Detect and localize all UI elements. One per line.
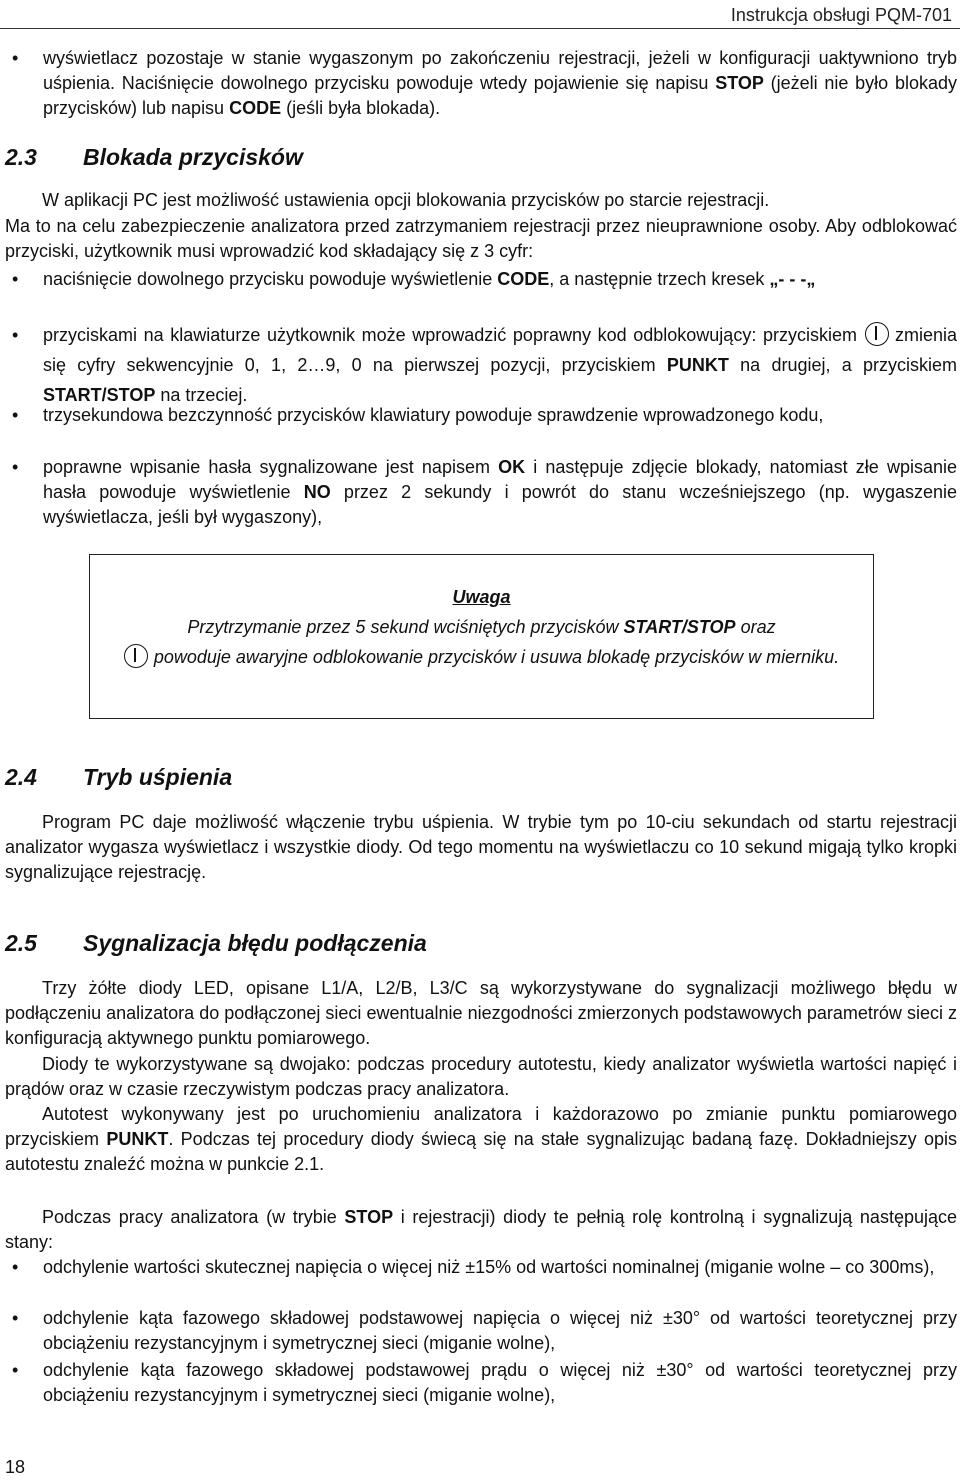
power-button-icon [124,644,148,668]
note-title: Uwaga [452,587,511,607]
paragraph: Program PC daje możliwość włączenie trybu uśpienia. W trybie tym po 10-ciu sekundach od startu rejestracji analizator wygasza wyświetlacz i wszystkie diody. Od tego momentu na wyświetlaczu co 10 sekund migają tylko kropki sygnalizujące rejestrację. [5,812,957,882]
list-item: • odchylenie kąta fazowego składowej podstawowej napięcia o więcej niż ±30° od wartości teoretycznej przy obciążeniu rezystancyjnym i symetrycznej sieci (miganie wolne), [12,1308,957,1353]
bullet-icon: • [12,269,19,289]
paragraph: Ma to na celu zabezpieczenie analizatora przed zatrzymaniem rejestracji przez nieuprawnione osoby. Aby odblokować przyciski, użytkownik musi wprowadzić kod składający się z 3 cyfr: [5,216,957,261]
power-button-icon [865,322,889,346]
list-item: • odchylenie wartości skutecznej napięcia o więcej niż ±15% od wartości nominalnej (miganie wolne – co 300ms), [5,1255,957,1280]
page-number: 18 [5,1457,26,1477]
bullet-icon: • [12,325,19,345]
paragraph: Diody te wykorzystywane są dwojako: podczas procedury autotestu, kiedy analizator wyświetla wartości napięć i prądów oraz w czasie rzeczywistym podczas pracy analizatora. [5,1054,957,1099]
section-heading: 2.4 Tryb uśpienia [5,764,233,790]
section-heading: 2.5 Sygnalizacja błędu podłączenia [5,930,427,956]
paragraph: Podczas pracy analizatora (w trybie STOP i rejestracji) diody te pełnią rolę kontrolną i sygnalizują następujące stany: [5,1207,957,1252]
running-header: Instrukcja obsługi PQM-701 [730,5,952,25]
paragraph: Autotest wykonywany jest po uruchomieniu analizatora i każdorazowo po zmianie punktu pomiarowego przyciskiem PUNKT. Podczas tej procedury diody świecą się na stałe sygnalizując badaną fazę. Dokładniejszy opis autotestu znaleźć można w punkcie 2.1. [5,1104,957,1174]
list-item: • trzysekundowa bezczynność przycisków klawiatury powoduje sprawdzenie wprowadzonego kodu, [5,403,957,428]
bullet-icon: • [12,1257,19,1277]
bullet-icon: • [12,457,19,477]
note-body: Przytrzymanie przez 5 sekund wciśniętych przycisków START/STOP oraz powoduje awaryjne odblokowanie przycisków i usuwa blokadę przycisków w mierniku. [90,612,873,672]
list-item: • wyświetlacz pozostaje w stanie wygaszonym po zakończeniu rejestracji, jeżeli w konfiguracji uaktywniono tryb uśpienia. Naciśnięcie dowolnego przycisku powoduje wtedy pojawienie się napisu STOP (jeżeli nie było blokady przycisków) lub napisu CODE (jeśli była blokada). [12,48,957,118]
list-item: • naciśnięcie dowolnego przycisku powoduje wyświetlenie CODE, a następnie trzech kresek „- - -„ [5,267,957,292]
bullet-icon: • [12,1360,19,1380]
list-item: • przyciskami na klawiaturze użytkownik może wprowadzić poprawny kod odblokowujący: przyciskiem zmienia się cyfry sekwencyjnie 0, 1, 2…9, 0 na pierwszej pozycji, przyciskiem PUNKT na drugiej, a przyciskiem START/STOP na trzeciej. [5,320,957,410]
bullet-icon: • [12,48,19,68]
warning-note-box [89,554,874,719]
list-item: • poprawne wpisanie hasła sygnalizowane jest napisem OK i następuje zdjęcie blokady, natomiast złe wpisanie hasła powoduje wyświetlenie NO przez 2 sekundy i powrót do stanu wcześniejszego (np. wygaszenie wyświetlacza, jeśli był wygaszony), [12,457,957,527]
section-heading: 2.3 Blokada przycisków [5,144,303,170]
bullet-icon: • [12,1308,19,1328]
header-rule [0,28,960,29]
bullet-icon: • [12,405,19,425]
paragraph: Trzy żółte diody LED, opisane L1/A, L2/B, L3/C są wykorzystywane do sygnalizacji możliwego błędu w podłączeniu analizatora do podłączonej sieci ewentualnie niezgodności zmierzonych podstawowych parametrów sieci z konfiguracją aktywnego punktu pomiarowego. [5,978,957,1048]
paragraph: W aplikacji PC jest możliwość ustawienia opcji blokowania przycisków po starcie rejestracji. [42,190,770,210]
list-item: • odchylenie kąta fazowego składowej podstawowej prądu o więcej niż ±30° od wartości teoretycznej przy obciążeniu rezystancyjnym i symetrycznej sieci (miganie wolne), [12,1360,957,1405]
